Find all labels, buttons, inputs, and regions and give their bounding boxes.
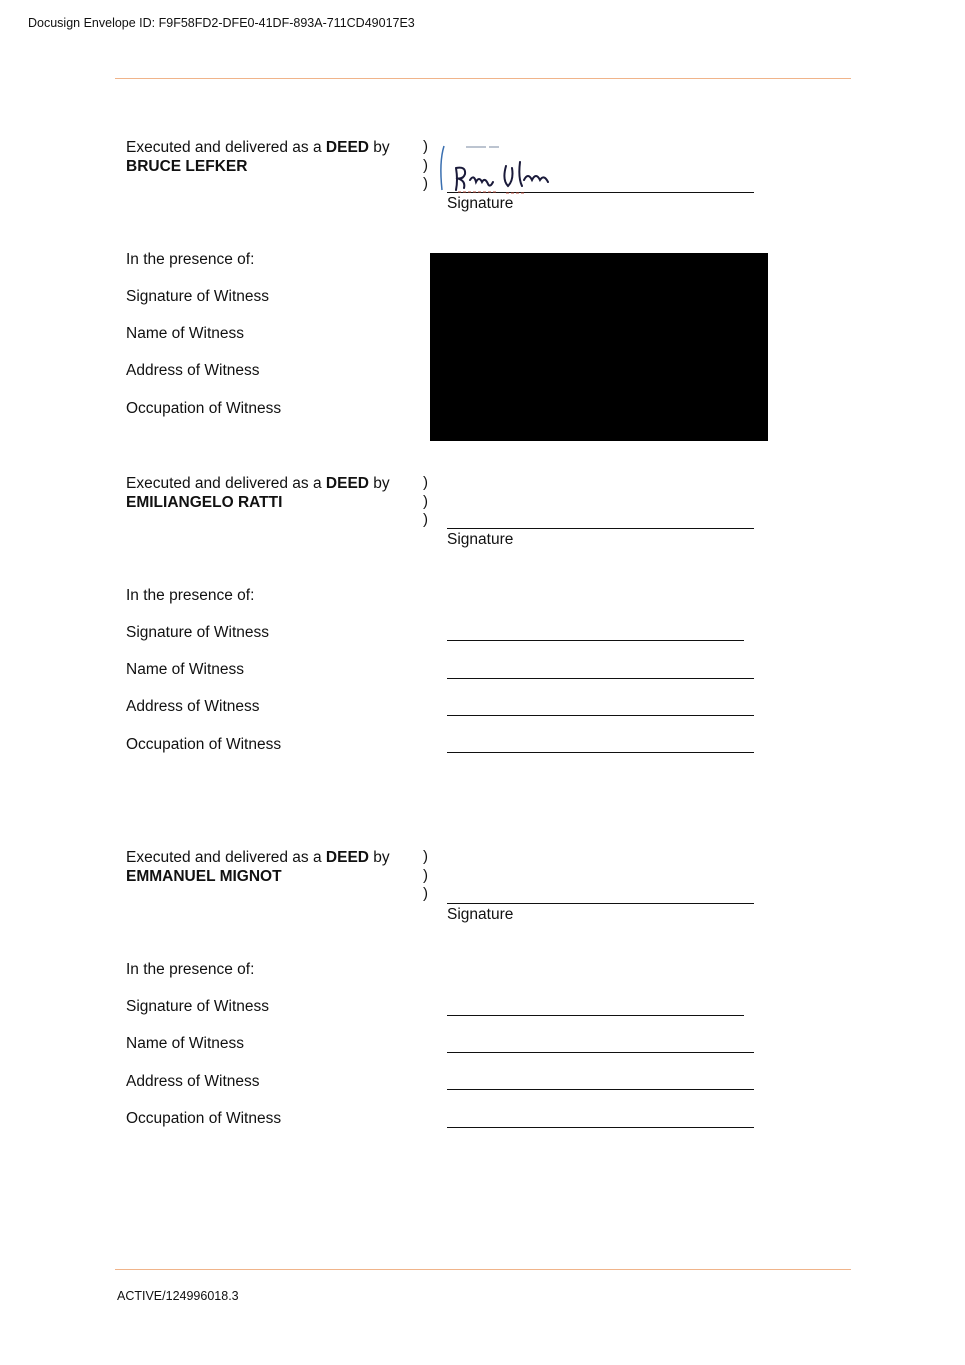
document-reference: ACTIVE/124996018.3 — [117, 1289, 239, 1303]
execution-statement: Executed and delivered as a DEED by EMMANUEL MIGNOT — [126, 849, 390, 885]
execution-statement: Executed and delivered as a DEED by BRUCE LEFKER — [126, 139, 390, 175]
witness-address-label: Address of Witness — [126, 362, 260, 379]
signature-line[interactable] — [447, 528, 754, 529]
signatory-name: BRUCE LEFKER — [126, 158, 248, 175]
witness-name-line[interactable] — [447, 1052, 754, 1053]
witness-name-label: Name of Witness — [126, 325, 245, 342]
bracket-column: ) ) ) — [423, 848, 428, 902]
witness-name-label: Name of Witness — [126, 1035, 245, 1052]
handwritten-signature — [436, 140, 566, 196]
bracket-column: ) ) ) — [423, 138, 428, 192]
witness-signature-line[interactable] — [447, 1015, 744, 1016]
witness-occupation-label: Occupation of Witness — [126, 736, 282, 753]
witness-occupation-line[interactable] — [447, 1127, 754, 1128]
witness-address-label: Address of Witness — [126, 698, 260, 715]
witness-signature-label: Signature of Witness — [126, 998, 270, 1015]
witness-name-label: Name of Witness — [126, 661, 245, 678]
envelope-id: Docusign Envelope ID: F9F58FD2-DFE0-41DF-893A-711CD49017E3 — [28, 16, 415, 30]
witness-occupation-label: Occupation of Witness — [126, 1110, 282, 1127]
signature-caption: Signature — [447, 531, 514, 548]
presence-label: In the presence of: — [126, 587, 255, 604]
presence-label: In the presence of: — [126, 961, 255, 978]
witness-address-line[interactable] — [447, 715, 754, 716]
witness-name-line[interactable] — [447, 678, 754, 679]
execution-statement: Executed and delivered as a DEED by EMILIANGELO RATTI — [126, 475, 390, 511]
witness-signature-line[interactable] — [447, 640, 744, 641]
footer-rule — [115, 1269, 851, 1270]
header-rule — [115, 78, 851, 79]
bracket-column: ) ) ) — [423, 474, 428, 528]
witness-signature-label: Signature of Witness — [126, 624, 270, 641]
witness-address-label: Address of Witness — [126, 1073, 260, 1090]
presence-label: In the presence of: — [126, 251, 255, 268]
witness-occupation-line[interactable] — [447, 752, 754, 753]
signature-line[interactable] — [447, 903, 754, 904]
witness-occupation-label: Occupation of Witness — [126, 400, 282, 417]
signature-caption: Signature — [447, 906, 514, 923]
signature-caption: Signature — [447, 195, 514, 212]
redaction-box — [430, 253, 768, 441]
witness-address-line[interactable] — [447, 1089, 754, 1090]
signatory-name: EMMANUEL MIGNOT — [126, 868, 282, 885]
witness-signature-label: Signature of Witness — [126, 288, 270, 305]
signatory-name: EMILIANGELO RATTI — [126, 494, 283, 511]
